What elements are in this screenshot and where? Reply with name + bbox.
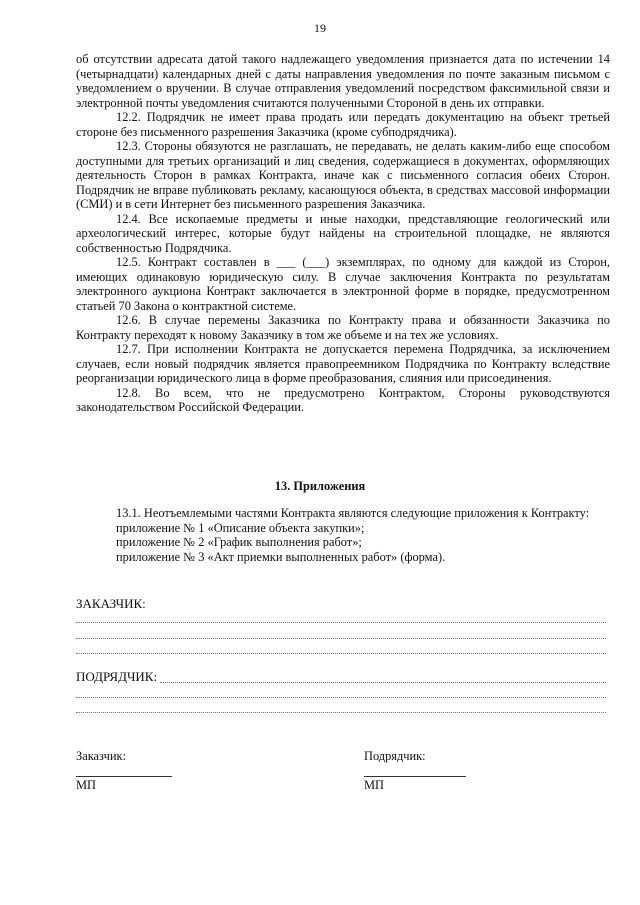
section-title: 13. Приложения: [274, 479, 366, 493]
customer-details-line: [76, 622, 606, 623]
customer-details-line: [76, 653, 606, 654]
appendix-item-1: приложение № 1 «Описание объекта закупки»;: [116, 520, 365, 535]
paragraph-12-7: 12.7. При исполнении Контракта не допускается перемена Подрядчика, за исключением случаев, если новый подрядчик является правопреемником Подрядчика по Контракту вследствие реорганизации юридического лица в форме преобразования, слияния или присоединения.: [76, 342, 610, 385]
paragraph-12-6: 12.6. В случае перемены Заказчика по Контракту права и обязанности Заказчика по Контракту переходят к новому Заказчику в том же объеме и на тех же условиях.: [76, 313, 610, 342]
page-number: 19: [314, 21, 326, 35]
paragraph-12-3: 12.3. Стороны обязуются не разглашать, не передавать, не делать каким-либо еще способом доступными для третьих организаций и лиц сведения, содержащиеся в документах, оформляющих деятельность Сторон в рамках Контракта, иначе как с письменного согласия обеих Сторон. Подрядчик не вправе публиковать рекламу, касающуюся объекта, в средствах массовой информации (СМИ) и в сети Интернет без письменного разрешения Заказчика.: [76, 139, 610, 211]
contractor-signature-label: Подрядчик:: [364, 749, 426, 763]
appendix-item-2: приложение № 2 «График выполнения работ»;: [116, 535, 362, 549]
paragraph-12-5: 12.5. Контракт составлен в ___ (___) экземплярах, по одному для каждой из Сторон, имеющих одинаковую юридическую силу. В случае заключения Контракта по результатам электронного аукциона Контракт заключается в электронной форме в порядке, предусмотренном статьей 70 Закона о контрактной системе.: [76, 255, 610, 313]
appendix-item-3: приложение № 3 «Акт приемки выполненных работ» (форма).: [116, 549, 446, 564]
appendix-intro: 13.1. Неотъемлемыми частями Контракта являются следующие приложения к Контракту:: [116, 506, 590, 520]
contractor-stamp: МП: [364, 778, 384, 792]
customer-stamp: МП: [76, 778, 96, 792]
paragraph-12-4: 12.4. Все ископаемые предметы и иные находки, представляющие геологический или археологический интерес, которые будут найдены на строительной площадке, не являются собственностью Подрядчика.: [76, 211, 610, 255]
appendix-list: [116, 506, 616, 564]
paragraph-12-2: 12.2. Подрядчик не имеет права продать или передать документацию на объект третьей стороне без письменного разрешения Заказчика (кроме субподрядчика).: [76, 110, 610, 139]
contractor-signature-line: [364, 776, 466, 777]
contractor-details-line: [76, 712, 606, 713]
customer-heading: ЗАКАЗЧИК:: [76, 596, 146, 611]
contractor-heading: ПОДРЯДЧИК:: [76, 669, 158, 684]
customer-signature-line: [76, 776, 172, 777]
customer-details-line: [76, 638, 606, 639]
body-text: [76, 52, 610, 415]
contractor-details-line: [160, 682, 606, 683]
paragraph-continuation: об отсутствии адресата датой такого надлежащего уведомления признается дата по истечении 14 (четырнадцати) календарных дней с даты направления уведомления по почте заказным письмом с уведомлением о вручении. В случае отправления уведомлений посредством факсимильной связи и электронной почты уведомления считаются полученными Стороной в день их отправки.: [76, 52, 610, 110]
paragraph-12-8: 12.8. Во всем, что не предусмотрено Контрактом, Стороны руководствуются законодательством Российской Федерации.: [76, 385, 610, 414]
contractor-details-line: [76, 697, 606, 698]
customer-signature-label: Заказчик:: [76, 749, 127, 763]
